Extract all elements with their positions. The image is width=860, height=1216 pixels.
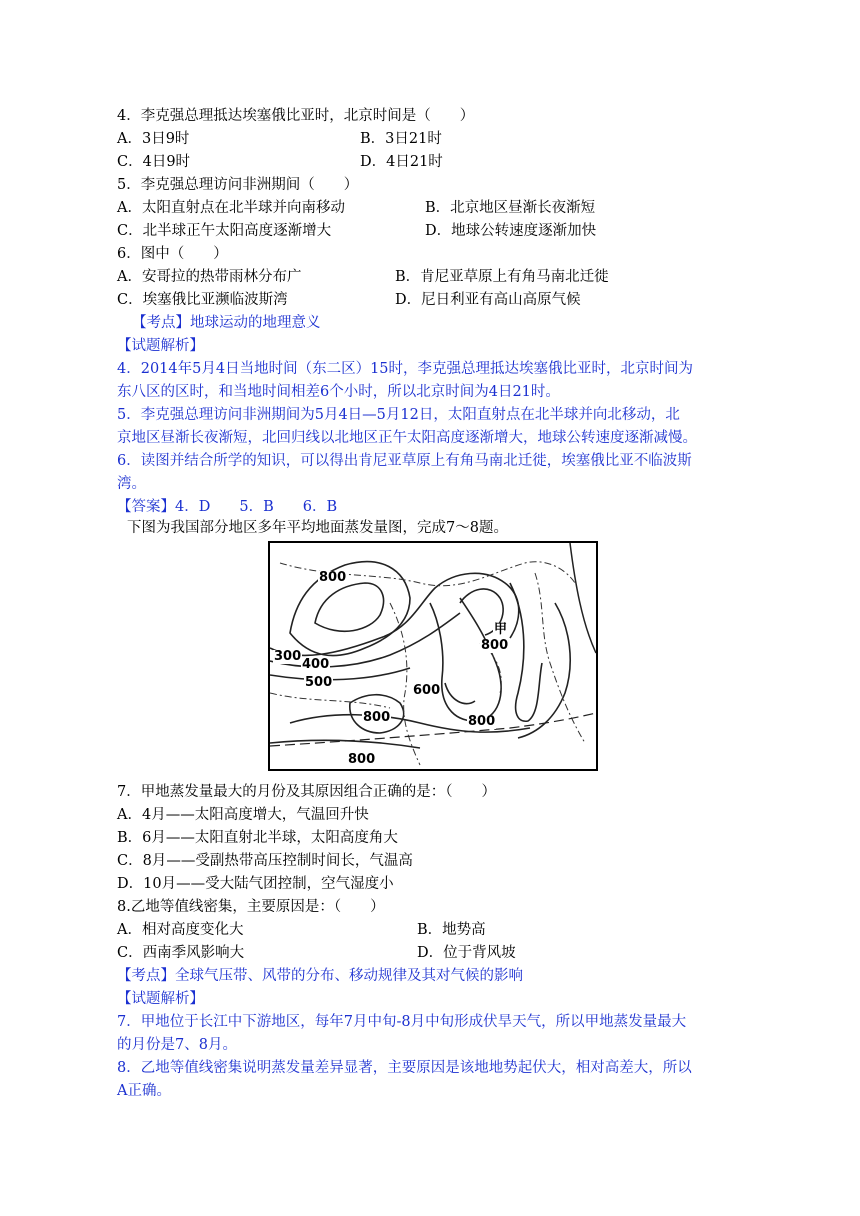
explanation-8-line-1: 8．乙地等值线密集说明蒸发量差异显著，主要原因是该地地势起伏大，相对高差大，所以	[117, 1060, 692, 1076]
q4-option-d: D．4日21时	[360, 154, 443, 170]
q4-option-b: B．3日21时	[360, 131, 442, 147]
explanation-8-line-2: A正确。	[117, 1083, 171, 1099]
explanation-6-line-1: 6．读图并结合所学的知识，可以得出肯尼亚草原上有角马南北迁徙，埃塞俄比亚不临波斯	[117, 453, 692, 469]
explanation-5-line-2: 京地区昼渐长夜渐短，北回归线以北地区正午太阳高度逐渐增大，地球公转速度逐渐减慢。	[117, 430, 697, 446]
q8-stem: 8.乙地等值线密集，主要原因是：（ ）	[117, 899, 385, 915]
kaodian-heading-2: 【考点】全球气压带、风带的分布、移动规律及其对气候的影响	[117, 968, 523, 984]
contour-label-800-nw: 800	[319, 570, 347, 585]
q5-option-a: A．太阳直射点在北半球并向南移动	[117, 200, 345, 216]
q6-stem: 6．图中（ ）	[117, 246, 228, 262]
contour-label-500: 500	[305, 675, 333, 690]
q7-option-b: B．6月——太阳直射北半球，太阳高度角大	[117, 830, 398, 846]
q6-option-a: A．安哥拉的热带雨林分布广	[117, 269, 302, 285]
q6-option-c: C．埃塞俄比亚濒临波斯湾	[117, 292, 288, 308]
contour-label-400: 400	[302, 657, 330, 672]
contour-label-800-s: 800	[363, 710, 391, 725]
contour-label-600: 600	[413, 683, 441, 698]
contour-label-800-jia: 800	[481, 638, 509, 653]
kaodian-heading-1: 【考点】地球运动的地理意义	[132, 315, 321, 331]
contour-label-800-se: 800	[468, 714, 496, 729]
map-intro: 下图为我国部分地区多年平均地面蒸发量图，完成7～8题。	[127, 520, 508, 536]
jiexi-heading-1: 【试题解析】	[117, 338, 204, 354]
q5-option-c: C．北半球正午太阳高度逐渐增大	[117, 223, 332, 239]
q8-option-a: A．相对高度变化大	[117, 922, 244, 938]
explanation-4-line-2: 东八区的区时，和当地时间相差6个小时，所以北京时间为4日21时。	[117, 384, 560, 400]
q4-option-c: C．4日9时	[117, 154, 191, 170]
q5-option-d: D．地球公转速度逐渐加快	[425, 223, 597, 239]
explanation-4-line-1: 4．2014年5月4日当地时间（东二区）15时，李克强总理抵达埃塞俄比亚时，北京时间为	[117, 361, 694, 377]
q6-option-d: D．尼日利亚有高山高原气候	[395, 292, 581, 308]
q7-option-c: C．8月——受副热带高压控制时间长，气温高	[117, 853, 413, 869]
location-label-jia: 甲	[494, 622, 508, 637]
q7-option-d: D．10月——受大陆气团控制，空气湿度小	[117, 876, 394, 892]
evaporation-contour-map	[268, 541, 598, 771]
q4-option-a: A．3日9时	[117, 131, 190, 147]
q7-option-a: A．4月——太阳高度增大，气温回升快	[117, 807, 369, 823]
explanation-5-line-1: 5．李克强总理访问非洲期间为5月4日—5月12日，太阳直射点在北半球并向北移动，北	[117, 407, 680, 423]
q4-stem: 4．李克强总理抵达埃塞俄比亚时，北京时间是（ ）	[117, 108, 475, 124]
q8-option-b: B．地势高	[417, 922, 486, 938]
contour-label-800-bottom: 800	[348, 752, 376, 767]
explanation-7-line-1: 7．甲地位于长江中下游地区，每年7月中旬-8月中旬形成伏旱天气，所以甲地蒸发量最大	[117, 1014, 687, 1030]
explanation-7-line-2: 的月份是7、8月。	[117, 1037, 237, 1053]
q5-stem: 5．李克强总理访问非洲期间（ ）	[117, 177, 359, 193]
q8-option-c: C．西南季风影响大	[117, 945, 245, 961]
q7-stem: 7．甲地蒸发量最大的月份及其原因组合正确的是：（ ）	[117, 784, 496, 800]
answer-line-1: 【答案】4．D 5．B 6．B	[117, 499, 338, 515]
q5-option-b: B．北京地区昼渐长夜渐短	[425, 200, 596, 216]
contour-label-300: 300	[274, 649, 302, 664]
q6-option-b: B．肯尼亚草原上有角马南北迁徙	[395, 269, 609, 285]
q8-option-d: D．位于背风坡	[417, 945, 516, 961]
jiexi-heading-2: 【试题解析】	[117, 991, 204, 1007]
explanation-6-line-2: 湾。	[117, 476, 146, 492]
